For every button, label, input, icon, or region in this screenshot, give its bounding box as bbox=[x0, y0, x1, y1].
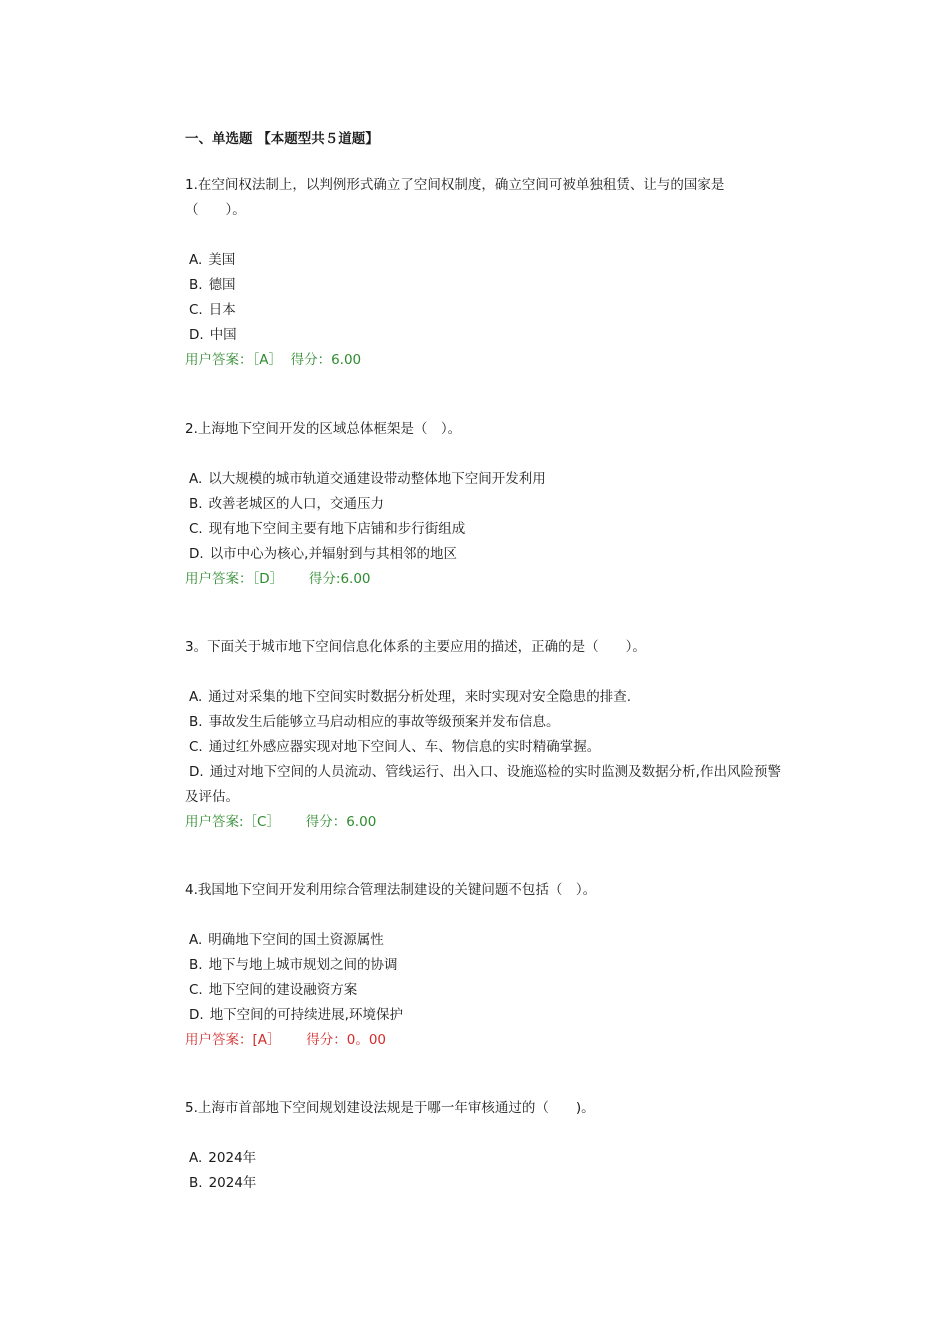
user-answer: 用户答案：［A］ 得分：6.00 bbox=[185, 352, 362, 368]
option-a: A. 2024年 bbox=[189, 1150, 257, 1166]
option-list bbox=[185, 685, 785, 810]
user-answer: 用户答案：［D］ 得分:6.00 bbox=[185, 571, 371, 587]
question-4 bbox=[185, 878, 785, 1053]
option-a: A. 通过对采集的地下空间实时数据分析处理，来时实现对安全隐患的排查. bbox=[189, 689, 632, 705]
question-2 bbox=[185, 417, 785, 592]
question-stem: 2.上海地下空间开发的区域总体框架是（ ）。 bbox=[185, 421, 462, 437]
option-list bbox=[185, 248, 785, 348]
question-stem: 1.在空间权法制上，以判例形式确立了空间权制度，确立空间可被单独租赁、让与的国家是（ ）。 bbox=[185, 177, 725, 218]
section-title: 一、单选题 【本题型共５道题】 bbox=[185, 131, 379, 147]
question-5 bbox=[185, 1096, 785, 1196]
question-stem: 5.上海市首部地下空间规划建设法规是于哪一年审核通过的（ )。 bbox=[185, 1100, 595, 1116]
option-b: B. 事故发生后能够立马启动相应的事故等级预案并发布信息。 bbox=[189, 714, 560, 730]
option-d: D. 通过对地下空间的人员流动、管线运行、出入口、设施巡检的实时监测及数据分析,作出风险预警及评估。 bbox=[185, 764, 781, 805]
option-b: B. 德国 bbox=[189, 277, 236, 293]
option-b: B. 改善老城区的人口，交通压力 bbox=[189, 496, 385, 512]
user-answer: 用户答案:［C］ 得分：6.00 bbox=[185, 814, 377, 830]
option-list bbox=[185, 928, 785, 1028]
option-a: A. 美国 bbox=[189, 252, 236, 268]
question-3 bbox=[185, 635, 785, 835]
option-list bbox=[185, 467, 785, 567]
option-c: C. 现有地下空间主要有地下店铺和步行街组成 bbox=[189, 521, 466, 537]
option-d: D. 以市中心为核心,并辐射到与其相邻的地区 bbox=[189, 546, 457, 562]
option-d: D. 地下空间的可持续进展,环境保护 bbox=[189, 1007, 403, 1023]
option-c: C. 日本 bbox=[189, 302, 236, 318]
option-b: B. 2024年 bbox=[189, 1175, 257, 1191]
option-c: C. 通过红外感应器实现对地下空间人、车、物信息的实时精确掌握。 bbox=[189, 739, 601, 755]
option-list bbox=[185, 1146, 785, 1196]
option-a: A. 明确地下空间的国土资源属性 bbox=[189, 932, 384, 948]
question-stem: 4.我国地下空间开发利用综合管理法制建设的关键问题不包括（ ）。 bbox=[185, 882, 597, 898]
user-answer: 用户答案：[A］ 得分：0。00 bbox=[185, 1032, 387, 1048]
option-d: D. 中国 bbox=[189, 327, 237, 343]
question-stem: 3。下面关于城市地下空间信息化体系的主要应用的描述，正确的是（ ）。 bbox=[185, 639, 646, 655]
option-a: A. 以大规模的城市轨道交通建设带动整体地下空间开发利用 bbox=[189, 471, 546, 487]
option-c: C. 地下空间的建设融资方案 bbox=[189, 982, 358, 998]
question-1 bbox=[185, 173, 785, 373]
option-b: B. 地下与地上城市规划之间的协调 bbox=[189, 957, 398, 973]
